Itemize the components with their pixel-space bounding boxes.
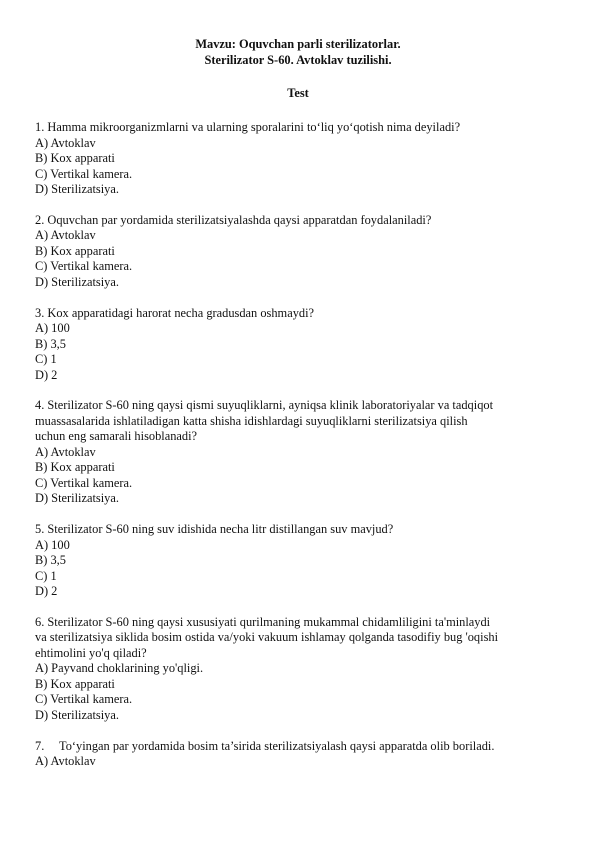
option-c: C) Vertikal kamera. [35, 692, 133, 707]
question-text: 1. Hamma mikroorganizmlarni va ularning sporalarini to‘liq yo‘qotish nima deyiladi? [35, 120, 461, 134]
question-4 [35, 398, 565, 507]
question-text: 5. Sterilizator S-60 ning suv idishida necha litr distillangan suv mavjud? [35, 522, 394, 537]
option-a: A) Avtoklav [35, 754, 96, 769]
option-d: D) 2 [35, 367, 58, 382]
title-line-1: Mavzu: Oquvchan parli sterilizatorlar. [195, 37, 401, 51]
option-a: A) Avtoklav [35, 444, 96, 459]
option-a: A) Payvand choklarining yo'qligi. [35, 661, 204, 676]
question-list [35, 120, 565, 785]
question-text-line-3: ehtimolini yo'q qiladi? [35, 645, 147, 660]
option-b: B) 3,5 [35, 553, 66, 568]
option-a: A) 100 [35, 537, 70, 552]
option-c: C) Vertikal kamera. [35, 475, 133, 490]
option-a: A) Avtoklav [35, 135, 96, 150]
question-text-line-2: muassasalarida ishlatiladigan katta shisha idishlardagi suyuqliklarni sterilizatsiya qilish [35, 413, 468, 428]
option-a: A) 100 [35, 321, 70, 336]
question-text-line-1: 6. Sterilizator S-60 ning qaysi xususiyati qurilmaning mukammal chidamliligini ta'minlaydi [35, 614, 491, 629]
option-c: C) 1 [35, 568, 57, 583]
option-b: B) Kox apparati [35, 676, 115, 691]
option-c: C) Vertikal kamera. [35, 259, 133, 274]
question-text: 2. Oquvchan par yordamida sterilizatsiyalashda qaysi apparatdan foydalaniladi? [35, 212, 432, 227]
option-c: C) Vertikal kamera. [35, 166, 133, 181]
title-line-2: Sterilizator S-60. Avtoklav tuzilishi. [204, 52, 392, 67]
question-5 [35, 522, 565, 600]
option-a: A) Avtoklav [35, 228, 96, 243]
question-number: 7. [35, 738, 45, 753]
question-3 [35, 306, 565, 384]
question-body: To‘yingan par yordamida bosim ta’sirida sterilizatsiyalash qaysi apparatda olib boriladi. [59, 738, 495, 753]
question-text: 3. Kox apparatidagi harorat necha gradusdan oshmaydi? [35, 305, 315, 320]
question-text [35, 739, 565, 755]
option-d: D) Sterilizatsiya. [35, 274, 119, 289]
question-text-line-2: va sterilizatsiya siklida bosim ostida va/yoki vakuum ishlamay qolganda tasodifiy bug 'oqishi [35, 630, 499, 645]
option-b: B) Kox apparati [35, 151, 115, 165]
question-7 [35, 739, 565, 770]
question-6 [35, 615, 565, 724]
question-1 [35, 120, 565, 198]
document-header [0, 37, 596, 68]
question-text-line-3: uchun eng samarali hisoblanadi? [35, 429, 198, 444]
option-b: B) Kox apparati [35, 243, 115, 258]
option-d: D) Sterilizatsiya. [35, 707, 119, 722]
question-2 [35, 213, 565, 291]
test-heading: Test [287, 86, 309, 100]
question-text-line-1: 4. Sterilizator S-60 ning qaysi qismi suyuqliklarni, ayniqsa klinik laboratoriyalar va tadqiqot [35, 398, 494, 413]
option-c: C) 1 [35, 352, 57, 367]
option-d: D) 2 [35, 584, 58, 599]
option-d: D) Sterilizatsiya. [35, 182, 119, 196]
option-b: B) 3,5 [35, 336, 66, 351]
option-d: D) Sterilizatsiya. [35, 491, 119, 506]
option-b: B) Kox apparati [35, 460, 115, 475]
